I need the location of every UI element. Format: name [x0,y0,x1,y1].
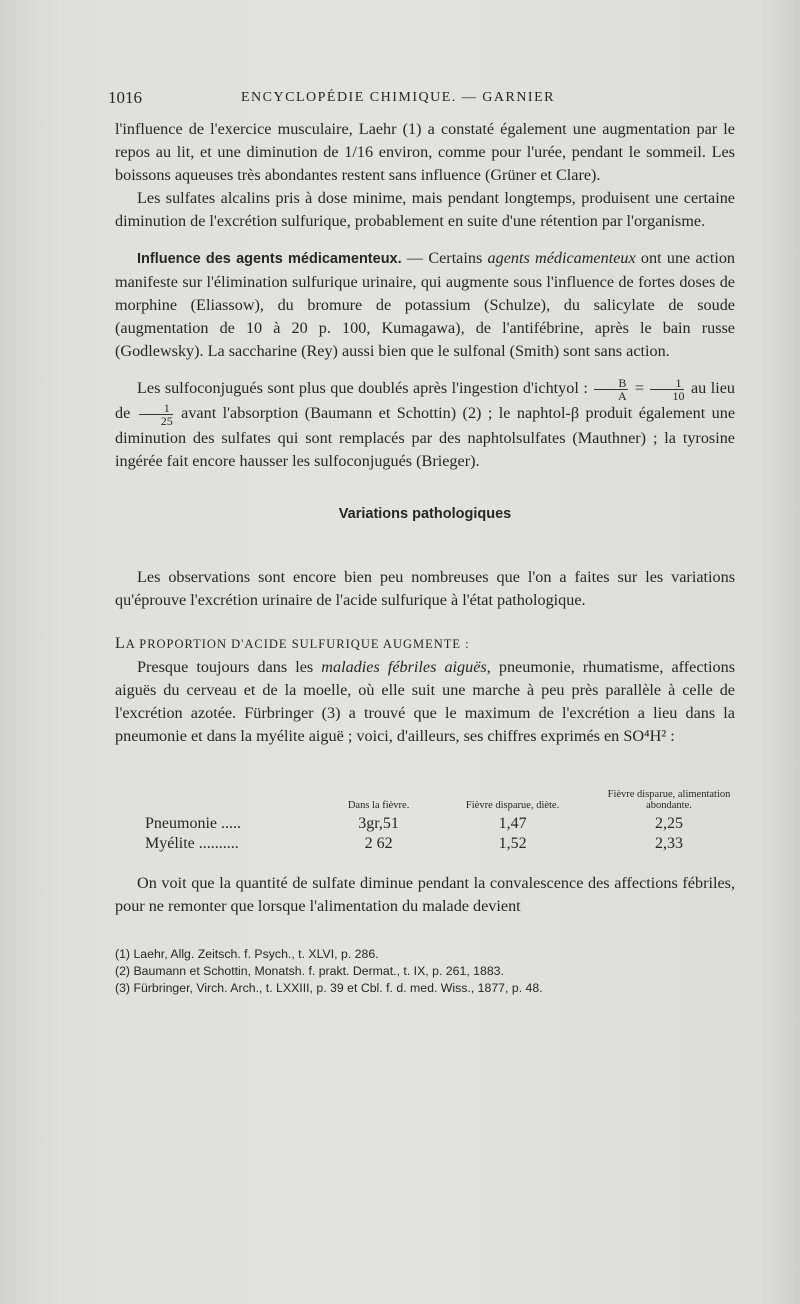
table-cell: 2 62 [364,835,393,852]
page-body [115,118,735,997]
running-head: ENCYCLOPÉDIE CHIMIQUE. — GARNIER [241,90,555,105]
sulfate-table [145,788,745,854]
footnote: (1) Laehr, Allg. Zeitsch. f. Psych., t. XLVI, p. 286. [115,947,379,961]
page-header [108,88,688,112]
section-title: Variations pathologiques [338,506,512,522]
paragraph-fevers: Presque toujours dans les maladies fébriles aiguës, pneumonie, rhumatisme, affections aiguës du cerveau et de la moelle, où elle suit une marche à peu près parallèle à celle de l'excrétion azotée. Fürbringer (3) a trouvé que le maximum de l'excrétion a lieu dans la pneumonie et dans la myélite aiguë ; voici, d'ailleurs, ses chiffres exprimés en SO⁴H² : [115,658,735,745]
column-header: Dans la fièvre. [347,800,410,811]
paragraph-sulfates: Les sulfates alcalins pris à dose minime, mais pendant longtemps, produisent une certaine diminution de l'excrétion sulfurique, probablement en suite d'une rétention par l'organisme. [115,189,735,230]
row-label: Pneumonie ..... [145,815,241,832]
table-cell: 3gr,51 [358,815,399,832]
paragraph-sulfoconjugues: Les sulfoconjugués sont plus que doublés après l'ingestion d'ichtyol : $\frac{B}{A}$ = $\frac{1}{10}$ au lieu de $\frac{1}{25}$ avant l'absorption (Baumann et Schottin) (2) ; le naphtol-β produit également une diminution des sulfates qui sont remplacés par des naphtolsulfates (Mauthner) ; la tyrosine ingérée fait encore hausser les sulfoconjugués (Brieger). [115,376,736,470]
row-label: Myélite .......... [145,835,239,852]
table-row [145,834,745,854]
table-cell: 1,47 [498,815,527,832]
table-cell: 2,33 [655,835,683,852]
footnotes [115,946,735,997]
fraction-one-tenth: $\frac{1}{10}$ [650,377,684,402]
subsection-heading: Influence des agents médicamenteux. [137,251,402,267]
paragraph-convalescence: On voit que la quantité de sulfate diminue pendant la convalescence des affections fébriles, pour ne remonter que lorsque l'alimentation du malade devient [115,874,735,915]
table-row [145,814,745,834]
footnote: (3) Fürbringer, Virch. Arch., t. LXXIII, p. 39 et Cbl. f. d. med. Wiss., 1877, p. 48. [115,981,543,995]
table-cell: 1,52 [498,835,527,852]
fraction-b-over-a: $\frac{B}{A}$ [594,377,628,402]
fraction-one-25th: $\frac{1}{25}$ [139,402,173,427]
footnote: (2) Baumann et Schottin, Monatsh. f. prakt. Dermat., t. IX, p. 261, 1883. [115,964,504,978]
table-cell: 2,25 [655,815,683,832]
paragraph-exercise: l'influence de l'exercice musculaire, Laehr (1) a constaté également une augmentation par le repos au lit, et une diminution de 1/16 environ, comme pour l'urée, pendant le sommeil. Les boissons aqueuses très abondantes restent sans influence (Grüner et Clare). [115,120,735,184]
paragraph-medicaments: Influence des agents médicamenteux. — Certains agents médicamenteux ont une action manifeste sur l'élimination sulfurique urinaire, qui augmente sous l'influence de fortes doses de morphine (Eliassow), du bromure de potassium (Schulze), du salicylate de soude (augmentation de 10 à 20 p. 100, Kumagawa), de l'antifébrine, après le bain russe (Godlewsky). La saccharine (Rey) aussi bien que le sulfonal (Smith) sont sans action. [115,249,736,360]
column-header: Fièvre disparue, diète. [465,800,560,811]
paragraph-observations: Les observations sont encore bien peu nombreuses que l'on a faites sur les variations qu'éprouve l'excrétion urinaire de l'acide sulfurique à l'état pathologique. [115,568,735,609]
page-number: 1016 [108,88,142,107]
column-header: Fièvre disparue, alimentation abondante. [607,789,731,811]
table-header-row [145,788,745,814]
subheading-proportion: LA PROPORTION D'ACIDE SULFURIQUE AUGMENTE : [115,635,470,652]
